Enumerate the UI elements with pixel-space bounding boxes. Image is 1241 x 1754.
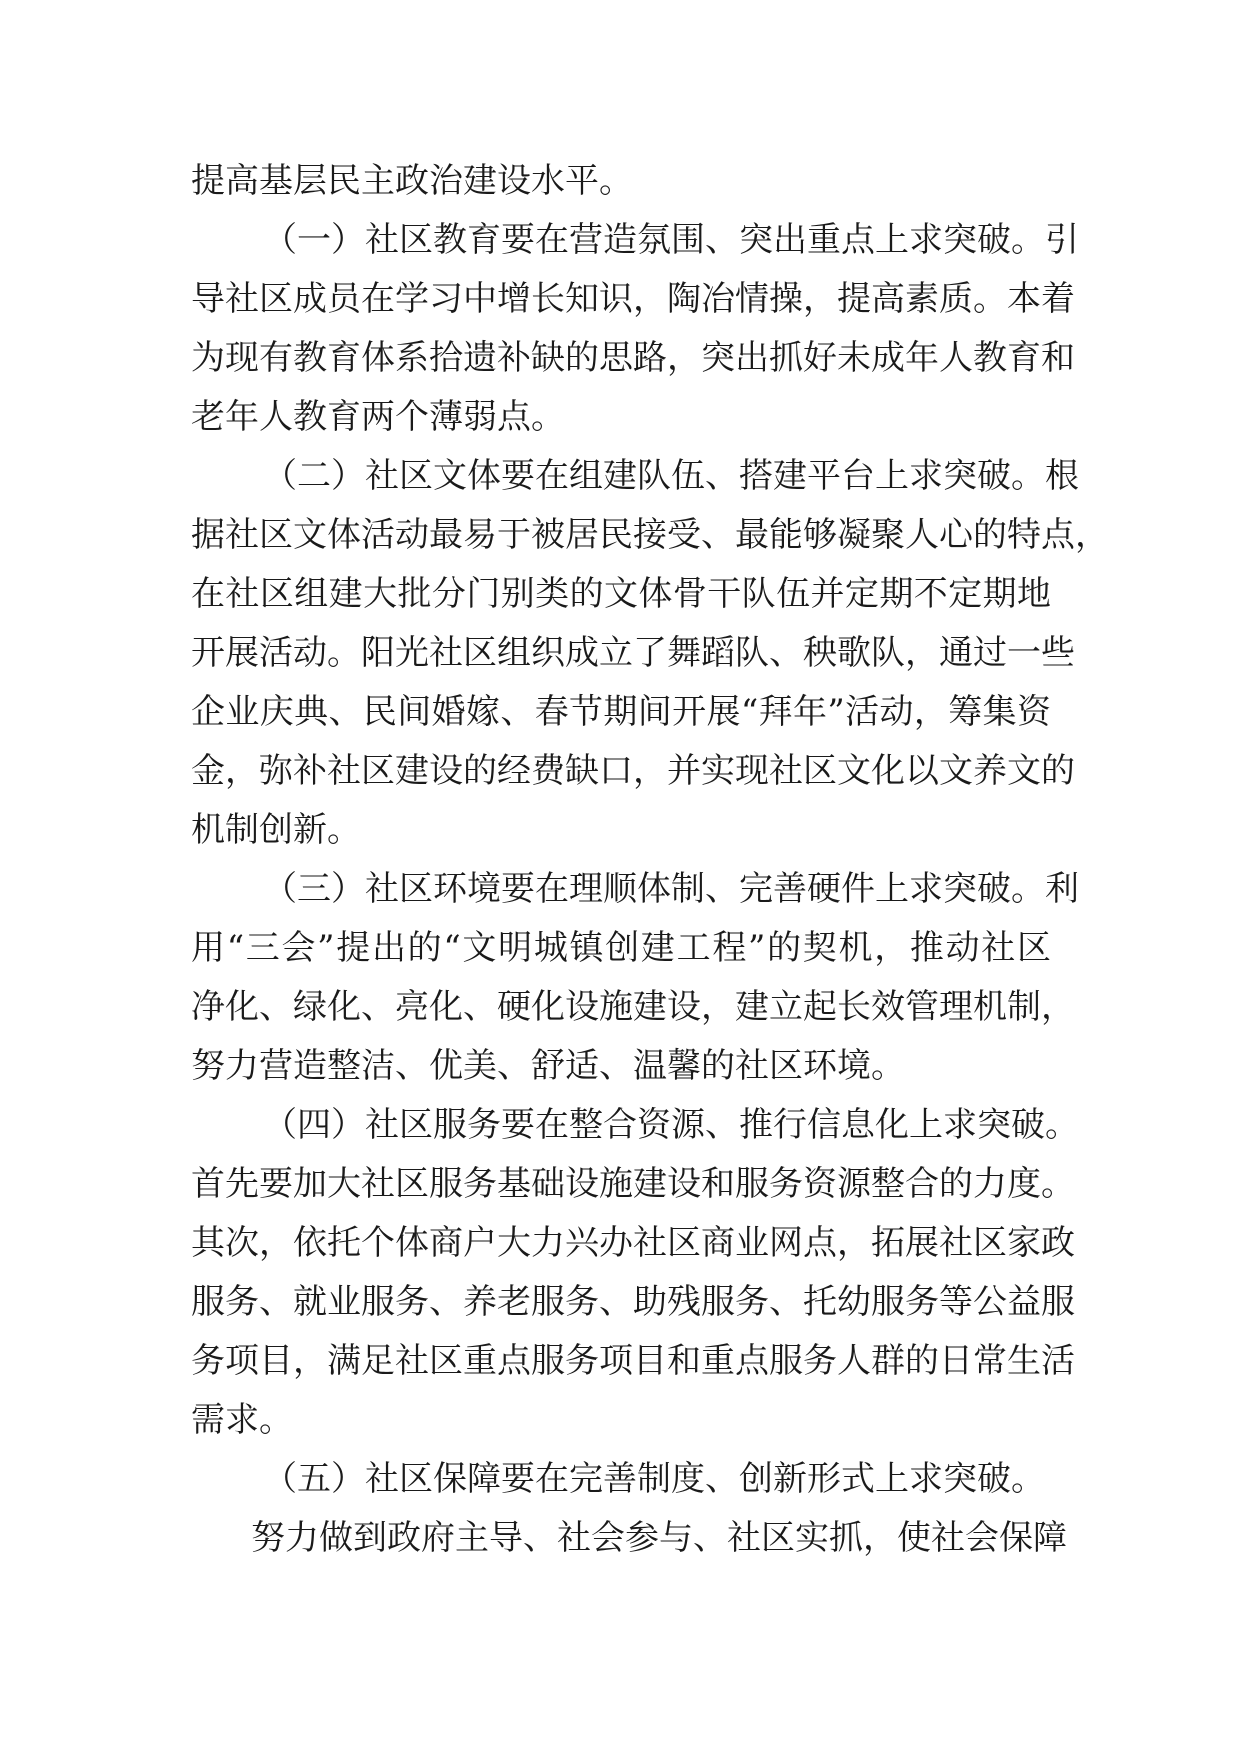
text-line: 需求。 [191, 1400, 293, 1440]
paragraph-heading-4: （四）社区服务要在整合资源、推行信息化上求突破。 [263, 1105, 1079, 1145]
text-line: 开展活动。阳光社区组织成立了舞蹈队、秧歌队，通过一些 [191, 633, 1075, 673]
text-line: 金，弥补社区建设的经费缺口，并实现社区文化以文养文的 [191, 751, 1075, 791]
text-line: 首先要加大社区服务基础设施建设和服务资源整合的力度。 [191, 1164, 1075, 1204]
text-line: 提高基层民主政治建设水平。 [191, 161, 633, 201]
text-line: 导社区成员在学习中增长知识，陶冶情操，提高素质。本着 [191, 279, 1075, 319]
text-line: 其次，依托个体商户大力兴办社区商业网点，拓展社区家政 [191, 1223, 1075, 1263]
text-line: 服务、就业服务、养老服务、助残服务、托幼服务等公益服 [191, 1282, 1075, 1322]
text-line: 用“三会”提出的“文明城镇创建工程”的契机，推动社区 [191, 928, 1051, 968]
text-line: 机制创新。 [191, 810, 361, 850]
text-line: 净化、绿化、亮化、硬化设施建设，建立起长效管理机制， [191, 987, 1075, 1027]
paragraph-heading-3: （三）社区环境要在理顺体制、完善硬件上求突破。利 [263, 869, 1079, 909]
paragraph-heading-2: （二）社区文体要在组建队伍、搭建平台上求突破。根 [263, 456, 1079, 496]
text-line: 努力营造整洁、优美、舒适、温馨的社区环境。 [191, 1046, 905, 1086]
paragraph-heading-1: （一）社区教育要在营造氛围、突出重点上求突破。引 [263, 220, 1079, 260]
text-line: 务项目，满足社区重点服务项目和重点服务人群的日常生活 [191, 1341, 1075, 1381]
text-line: 企业庆典、民间婚嫁、春节期间开展“拜年”活动，筹集资 [191, 692, 1051, 732]
text-line: 努力做到政府主导、社会参与、社区实抓，使社会保障 [251, 1518, 1067, 1558]
document-body [191, 152, 1109, 1568]
text-line: 在社区组建大批分门别类的文体骨干队伍并定期不定期地 [191, 574, 1051, 614]
text-line: 据社区文体活动最易于被居民接受、最能够凝聚人心的特点， [191, 515, 1109, 555]
paragraph-heading-5: （五）社区保障要在完善制度、创新形式上求突破。 [263, 1459, 1045, 1499]
text-line: 老年人教育两个薄弱点。 [191, 397, 565, 437]
text-line: 为现有教育体系拾遗补缺的思路，突出抓好未成年人教育和 [191, 338, 1075, 378]
